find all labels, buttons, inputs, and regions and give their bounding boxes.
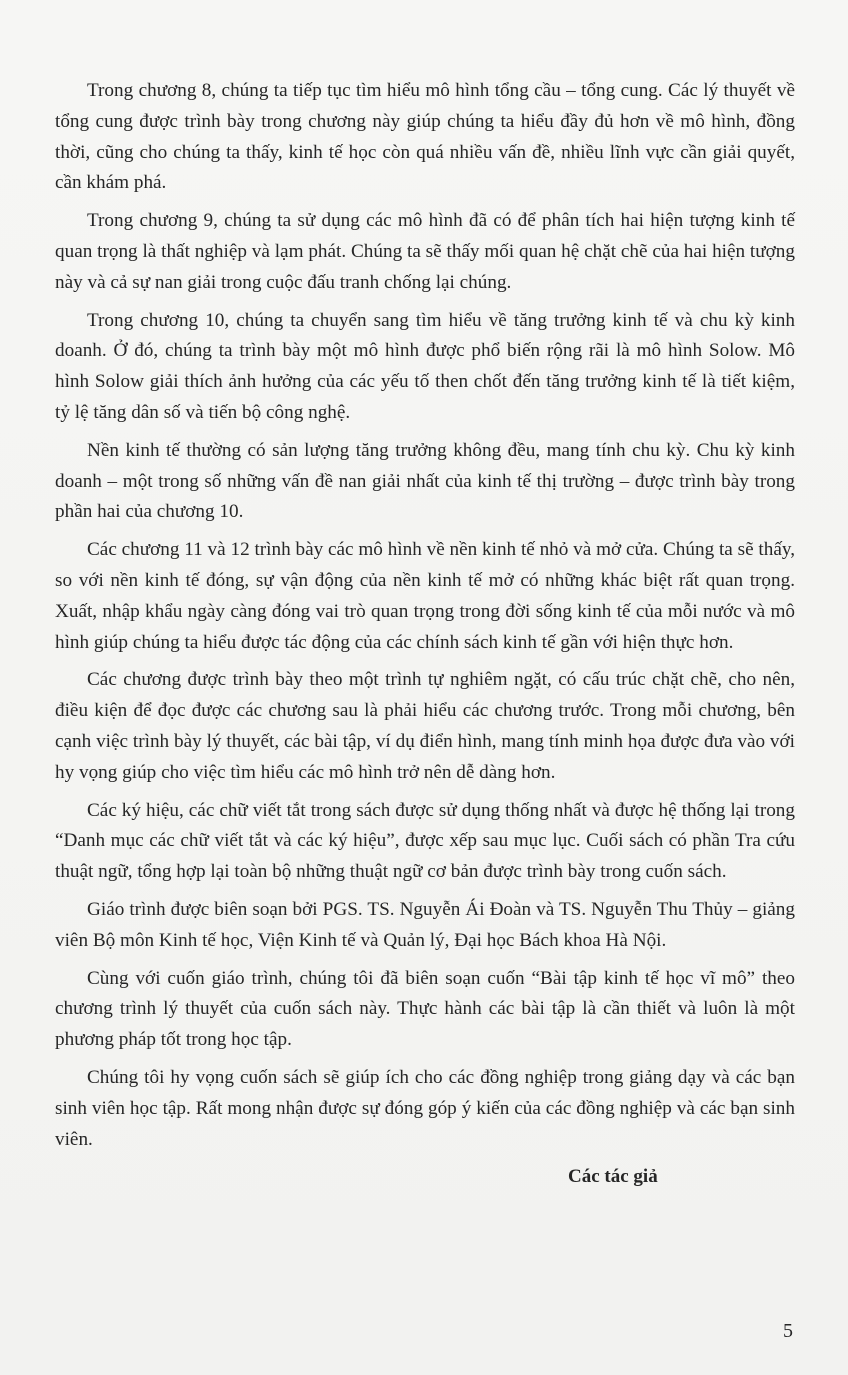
body-text [55,76,795,1162]
paragraph-notation: Các ký hiệu, các chữ viết tắt trong sách được sử dụng thống nhất và được hệ thống lại trong “Danh mục các chữ viết tắt và các ký hiệu”, được xếp sau mục lục. Cuối sách có phần Tra cứu thuật ngữ, tổng hợp lại toàn bộ những thuật ngữ cơ bản được trình bày trong cuốn sách. [55,799,795,883]
paragraph-business-cycle: Nền kinh tế thường có sản lượng tăng trưởng không đều, mang tính chu kỳ. Chu kỳ kinh doanh – một trong số những vấn đề nan giải nhất của kinh tế thị trường – được trình bày trong phần hai của chương 10. [55,439,795,523]
paragraph-chapter-8: Trong chương 8, chúng ta tiếp tục tìm hiểu mô hình tổng cầu – tổng cung. Các lý thuyết về tổng cung được trình bày trong chương này giúp chúng ta hiểu đầy đủ hơn về mô hình, đồng thời, cũng cho chúng ta thấy, kinh tế học còn quá nhiều vấn đề, nhiều lĩnh vực cần giải quyết, cần khám phá. [55,80,795,194]
paragraph-exercise-book: Cùng với cuốn giáo trình, chúng tôi đã biên soạn cuốn “Bài tập kinh tế học vĩ mô” theo chương trình lý thuyết của cuốn sách này. Thực hành các bài tập là cần thiết và luôn là một phương pháp tốt trong học tập. [55,967,795,1051]
page-number: 5 [783,1320,793,1342]
paragraph-chapters-11-12: Các chương 11 và 12 trình bày các mô hình về nền kinh tế nhỏ và mở cửa. Chúng ta sẽ thấy, so với nền kinh tế đóng, sự vận động của nền kinh tế mở có những khác biệt rất quan trọng. Xuất, nhập khẩu ngày càng đóng vai trò quan trọng trong đời sống kinh tế của mỗi nước và mô hình giúp chúng ta hiểu được tác động của các chính sách kinh tế gần với hiện thực hơn. [55,539,795,653]
paragraph-closing: Chúng tôi hy vọng cuốn sách sẽ giúp ích cho các đồng nghiệp trong giảng dạy và các bạn sinh viên học tập. Rất mong nhận được sự đóng góp ý kiến của các đồng nghiệp và các bạn sinh viên. [55,1066,795,1150]
paragraph-structure: Các chương được trình bày theo một trình tự nghiêm ngặt, có cấu trúc chặt chẽ, cho nên, điều kiện để đọc được các chương sau là phải hiểu các chương trước. Trong mỗi chương, bên cạnh việc trình bày lý thuyết, các bài tập, ví dụ điển hình, mang tính minh họa được đưa vào với hy vọng giúp cho việc tìm hiểu các mô hình trở nên dễ dàng hơn. [55,669,795,783]
paragraph-chapter-10: Trong chương 10, chúng ta chuyển sang tìm hiểu về tăng trưởng kinh tế và chu kỳ kinh doanh. Ở đó, chúng ta trình bày một mô hình được phổ biến rộng rãi là mô hình Solow. Mô hình Solow giải thích ảnh hưởng của các yếu tố then chốt đến tăng trưởng kinh tế là tiết kiệm, tỷ lệ tăng dân số và tiến bộ công nghệ. [55,309,795,423]
paragraph-chapter-9: Trong chương 9, chúng ta sử dụng các mô hình đã có để phân tích hai hiện tượng kinh tế quan trọng là thất nghiệp và lạm phát. Chúng ta sẽ thấy mối quan hệ chặt chẽ của hai hiện tượng này và cả sự nan giải trong cuộc đấu tranh chống lại chúng. [55,210,795,293]
paragraph-authors: Giáo trình được biên soạn bởi PGS. TS. Nguyễn Ái Đoàn và TS. Nguyễn Thu Thủy – giảng viên Bộ môn Kinh tế học, Viện Kinh tế và Quản lý, Đại học Bách khoa Hà Nội. [55,898,795,951]
signature: Các tác giả [568,1166,658,1187]
